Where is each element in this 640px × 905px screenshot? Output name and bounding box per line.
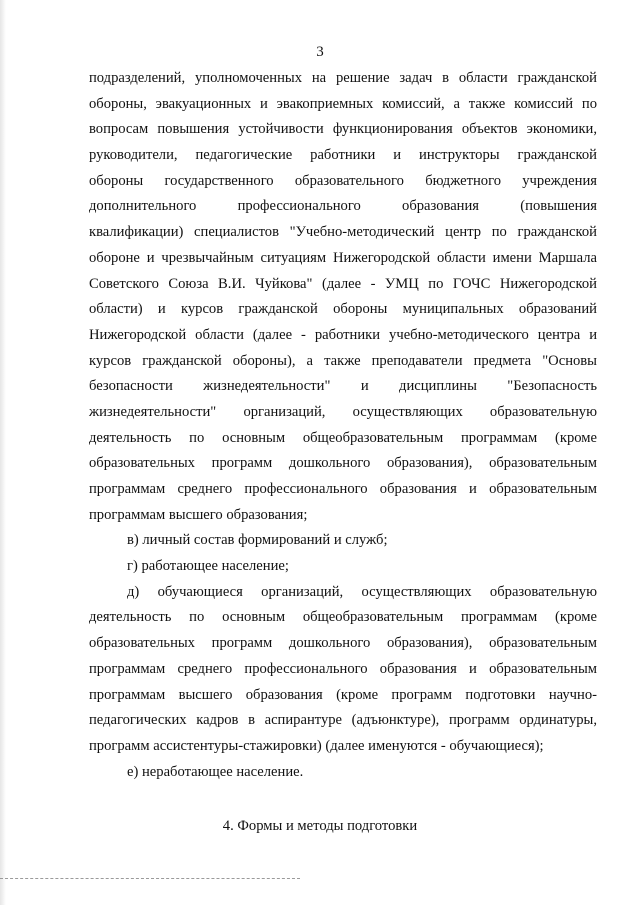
text-line: обороне и чрезвычайным ситуациям Нижегородской области имени Маршала xyxy=(89,249,597,266)
text-line: Советского Союза В.И. Чуйкова" (далее - УМЦ по ГОЧС Нижегородской xyxy=(89,275,597,292)
body-text xyxy=(89,66,597,785)
scan-edge-shadow xyxy=(0,0,6,905)
text-line: программам среднего профессионального образования и образовательным xyxy=(89,481,597,497)
text-line: обороны, эвакуационных и эвакоприемных комиссий, а также комиссий по xyxy=(89,95,597,112)
text-line: вопросам повышения устойчивости функционирования объектов экономики, xyxy=(89,121,597,138)
list-item-e: е) неработающее население. xyxy=(127,763,304,780)
text-line: руководители, педагогические работники и инструкторы гражданской xyxy=(89,147,597,164)
text-line: программам высшего образования (кроме программ подготовки научно- xyxy=(89,686,597,703)
page-number: 3 xyxy=(316,44,324,60)
text-line: деятельность по основным общеобразовательным программам (кроме xyxy=(89,429,597,446)
list-item-v: в) личный состав формирований и служб; xyxy=(127,532,388,549)
text-line: безопасности жизнедеятельности" и дисциплины "Безопасность xyxy=(89,378,597,395)
text-line: программ ассистентуры-стажировки) (далее именуются - обучающиеся); xyxy=(89,737,544,754)
list-item-d: д) обучающиеся организаций, осуществляющих образовательную xyxy=(127,583,597,600)
text-line: курсов гражданской обороны), а также преподаватели предмета "Основы xyxy=(89,352,597,369)
text-line: Нижегородской области (далее - работники учебно-методического центра и xyxy=(89,326,597,343)
text-line: программам высшего образования; xyxy=(89,506,308,523)
section-heading: 4. Формы и методы подготовки xyxy=(222,818,418,834)
text-line: дополнительного профессионального образования (повышения xyxy=(89,198,597,215)
text-line: педагогических кадров в аспирантуре (адъюнктуре), программ ординатуры, xyxy=(89,712,597,729)
scan-bottom-artifact xyxy=(0,878,300,880)
text-line: области) и курсов гражданской обороны муниципальных образований xyxy=(89,301,597,318)
text-line: программам среднего профессионального образования и образовательным xyxy=(89,660,597,677)
text-line: квалификации) специалистов "Учебно-методический центр по гражданской xyxy=(89,224,597,241)
text-line: образовательных программ дошкольного образования), образовательным xyxy=(89,455,597,472)
text-line: образовательных программ дошкольного образования), образовательным xyxy=(89,635,597,652)
text-line: обороны государственного образовательного бюджетного учреждения xyxy=(89,172,597,189)
text-line: подразделений, уполномоченных на решение задач в области гражданской xyxy=(89,70,597,86)
text-line: деятельность по основным общеобразовательным программам (кроме xyxy=(89,609,597,626)
list-item-g: г) работающее население; xyxy=(127,558,289,575)
text-line: жизнедеятельности" организаций, осуществляющих образовательную xyxy=(89,403,597,420)
